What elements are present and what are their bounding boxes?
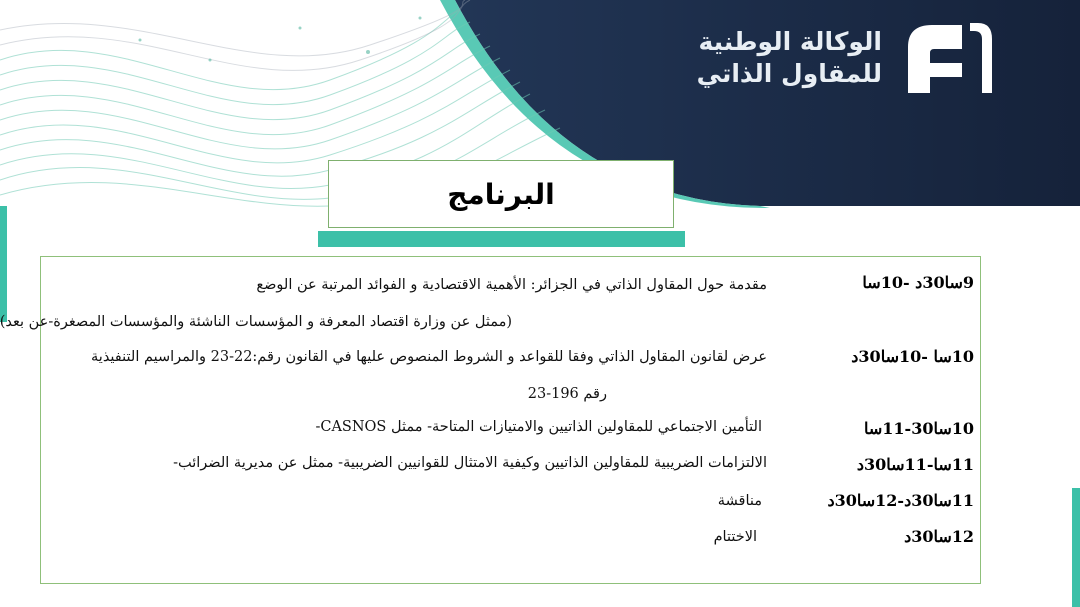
schedule-time: 10سا -10سا30د — [851, 347, 974, 366]
schedule-description — [0, 267, 767, 341]
schedule-description — [50, 483, 762, 520]
agency-name-line2: للمقاول الذاتي — [696, 59, 882, 88]
program-title: البرنامج — [328, 160, 674, 228]
description-line: الالتزامات الضريبية للمقاولين الذاتيين وكيفية الامتثال للقوانيين الضريبية- ممثل عن مديرية الضرائب- — [173, 455, 767, 471]
schedule-time: 10سا30-11سا — [864, 419, 974, 438]
description-line: مقدمة حول المقاول الذاتي في الجزائر: الأهمية الاقتصادية و الفوائد المرتبة عن الوضع — [256, 277, 767, 293]
right-accent-bar — [1072, 488, 1080, 607]
schedule-time: 9سا30د -10سا — [862, 273, 974, 292]
agency-name — [697, 26, 882, 90]
agency-logo-icon — [900, 19, 1000, 97]
schedule-description — [45, 519, 757, 556]
schedule-description — [55, 445, 767, 482]
description-line: مناقشة — [717, 493, 762, 509]
schedule-time: 11سا30د-12سا30د — [827, 491, 974, 510]
schedule-time: 12سا30د — [904, 527, 974, 546]
description-line: رقم 196-23 — [527, 386, 607, 402]
description-line: (ممثل عن وزارة اقتصاد المعرفة و المؤسسات الناشئة والمؤسسات المصغرة-عن بعد) — [0, 314, 512, 330]
description-line: التأمين الاجتماعي للمقاولين الذاتيين والامتيازات المتاحة- ممثل CASNOS- — [315, 419, 762, 435]
schedule-time: 11سا-11سا30د — [856, 455, 974, 474]
agency-name-line1: الوكالة الوطنية — [698, 27, 882, 56]
program-schedule — [0, 256, 981, 584]
title-underline-bar — [318, 231, 685, 247]
agency-logo — [697, 18, 1000, 98]
schedule-description — [50, 409, 762, 446]
schedule-description — [37, 339, 767, 413]
description-line: الاختتام — [713, 529, 757, 545]
description-line: عرض لقانون المقاول الذاتي وفقا للقواعد و الشروط المنصوص عليها في القانون رقم:22-23 والمراسيم التنفيذية — [91, 349, 767, 365]
